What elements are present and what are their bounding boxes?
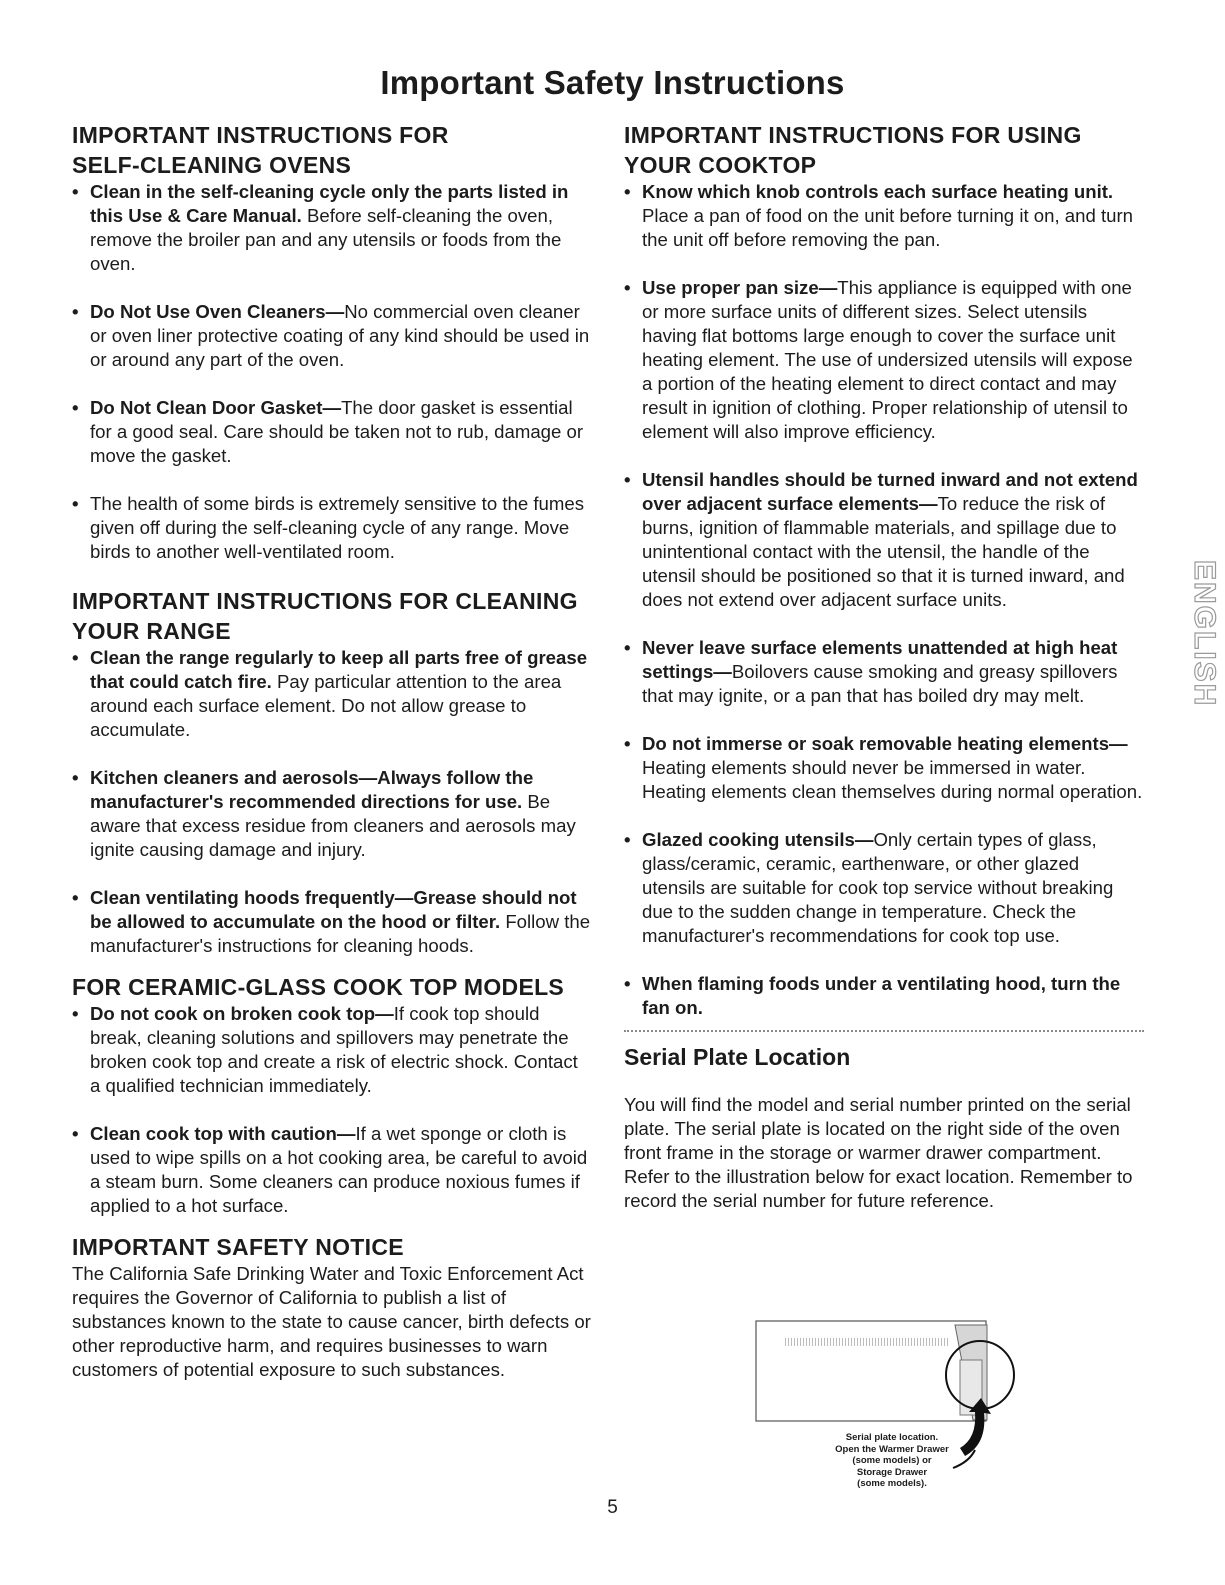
left-column [72,120,592,1382]
serial-plate-heading: Serial Plate Location [624,1044,851,1070]
item-bold: Do Not Clean Door Gasket— [90,397,342,418]
list-item [72,1122,592,1218]
list-item [72,646,592,742]
list-item [72,492,592,564]
bullet-icon: • [72,493,79,514]
item-bold: Do Not Use Oven Cleaners— [90,301,345,322]
bullet-icon: • [72,647,79,668]
bullet-icon: • [624,637,631,658]
item-text: Before self-cleaning the oven, remove the broiler pan and any utensils or foods from the oven. [90,205,562,274]
item-text: Boilovers cause smoking and greasy spillovers that may ignite, or a pan that has boiled dry may melt. [642,661,1118,706]
language-side-tab [1161,560,1221,720]
safety-notice-text: The California Safe Drinking Water and Toxic Enforcement Act requires the Governor of California to publish a list of substances known to the state to cause cancer, birth defects or other reproductive harm, and requires businesses to warn customers of potential exposure to such substances. [72,1263,591,1380]
item-bold: Kitchen cleaners and aerosols—Always follow the manufacturer's recommended directions for use. [90,767,534,812]
side-tab-label: ENGLISH [1188,560,1221,708]
bullet-icon: • [624,829,631,850]
list-item [624,732,1144,804]
right-column [624,120,1144,1213]
item-text: Only certain types of glass, glass/ceramic, ceramic, earthenware, or other glazed utensils are suitable for cook top service without breaking due to the sudden change in temperature. Check the manufacturer's recommendations for cook top use. [642,829,1114,946]
list-item [624,276,1144,444]
bullet-icon: • [624,277,631,298]
list-item [624,972,1144,1020]
self-cleaning-list [72,180,592,564]
heading-line: IMPORTANT INSTRUCTIONS FOR CLEANING [72,588,578,614]
section-heading-ceramic-glass: FOR CERAMIC-GLASS COOK TOP MODELS [72,974,565,1000]
bullet-icon: • [72,181,79,202]
item-bold: Never leave surface elements unattended at high heat settings— [642,637,1118,682]
page-title: Important Safety Instructions [380,64,845,101]
heading-line: IMPORTANT INSTRUCTIONS FOR USING [624,122,1082,148]
bullet-icon: • [624,469,631,490]
list-item [624,636,1144,708]
list-item [72,396,592,468]
page-number: 5 [607,1497,618,1518]
cooktop-list [624,180,1144,1020]
caption-line: (some models) or [852,1455,932,1466]
list-item [72,1002,592,1098]
ceramic-glass-list [72,1002,592,1218]
section-heading-cleaning-range [72,586,592,646]
heading-line: SELF-CLEANING OVENS [72,152,352,178]
item-bold: Use proper pan size— [642,277,838,298]
list-item [72,300,592,372]
item-text: No commercial oven cleaner or oven liner protective coating of any kind should be used in or around any part of the oven. [90,301,590,370]
bullet-icon: • [624,733,631,754]
list-item [624,468,1144,612]
section-heading-self-cleaning [72,120,592,180]
item-text: If a wet sponge or cloth is used to wipe spills on a hot cooking area, be careful to avoid a steam burn. Some cleaners can produce noxious fumes if applied to a hot surface. [90,1123,588,1216]
item-bold: When flaming foods under a ventilating hood, turn the fan on. [642,973,1121,1018]
bullet-icon: • [72,301,79,322]
bullet-icon: • [624,973,631,994]
item-bold: Do not cook on broken cook top— [90,1003,394,1024]
heading-line: YOUR RANGE [72,618,231,644]
section-heading-safety-notice: IMPORTANT SAFETY NOTICE [72,1234,404,1260]
item-bold: Clean in the self-cleaning cycle only the parts listed in this Use & Care Manual. [90,181,569,226]
item-bold: Clean cook top with caution— [90,1123,356,1144]
item-text: Be aware that excess residue from cleaners and aerosols may ignite causing damage and injury. [90,791,576,860]
bullet-icon: • [72,887,79,908]
item-bold: Know which knob controls each surface heating unit. [642,181,1114,202]
item-text: To reduce the risk of burns, ignition of flammable materials, and spillage due to unintentional contact with the utensil, the handle of the utensil should be positioned so that it is turned inward, and does not extend over adjacent surface units. [642,493,1125,610]
item-text: The health of some birds is extremely sensitive to the fumes given off during the self-cleaning cycle of any range. Move birds to another well-ventilated room. [90,493,584,562]
serial-plate-text: You will find the model and serial number printed on the serial plate. The serial plate is located on the right side of the oven front frame in the storage or warmer drawer compartment. Refer to the illustration below for exact location. Remember to record the serial number for future reference. [624,1094,1133,1211]
section-heading-cooktop [624,120,1144,180]
item-text: The door gasket is essential for a good seal. Care should be taken not to rub, damage or move the gasket. [90,397,584,466]
list-item [72,766,592,862]
item-bold: Clean the range regularly to keep all parts free of grease that could catch fire. [90,647,588,692]
item-text: Heating elements should never be immersed in water. Heating elements clean themselves during normal operation. [642,757,1143,802]
item-text: If cook top should break, cleaning solutions and spillovers may penetrate the broken cook top and create a risk of electric shock. Contact a qualified technician immediately. [90,1003,578,1096]
cleaning-range-list [72,646,592,958]
list-item [624,828,1144,948]
item-bold: Clean ventilating hoods frequently—Grease should not be allowed to accumulate on the hood or filter. [90,887,577,932]
heading-line: IMPORTANT INSTRUCTIONS FOR [72,122,449,148]
bullet-icon: • [72,1123,79,1144]
list-item [72,180,592,276]
illustration-caption [812,1432,972,1490]
heading-line: YOUR COOKTOP [624,152,817,178]
item-text: Place a pan of food on the unit before turning it on, and turn the unit off before removing the pan. [642,205,1134,250]
caption-line: Storage Drawer [856,1466,928,1478]
list-item [72,886,592,958]
item-bold: Do not immerse or soak removable heating elements— [642,733,1128,754]
bullet-icon: • [72,767,79,788]
item-bold: Utensil handles should be turned inward and not extend over adjacent surface elements— [642,469,1138,514]
item-text: Pay particular attention to the area around each surface element. Do not allow grease to accumulate. [90,671,562,740]
item-text: Follow the manufacturer's instructions for cleaning hoods. [90,911,591,956]
item-bold: Glazed cooking utensils— [642,829,874,850]
item-text: This appliance is equipped with one or more surface units of different sizes. Select utensils having flat bottoms large enough to cover the surface unit heating element. The use of undersized utensils will expose a portion of the heating element to direct contact and may result in ignition of clothing. Proper relationship of utensil to element will also improve efficiency. [642,277,1133,442]
bullet-icon: • [624,181,631,202]
caption-line: Serial plate location. [845,1432,939,1443]
section-divider [624,1030,1144,1032]
list-item [624,180,1144,252]
bullet-icon: • [72,397,79,418]
caption-line: Open the Warmer Drawer [835,1443,949,1455]
caption-line: (some models). [857,1478,927,1489]
bullet-icon: • [72,1003,79,1024]
